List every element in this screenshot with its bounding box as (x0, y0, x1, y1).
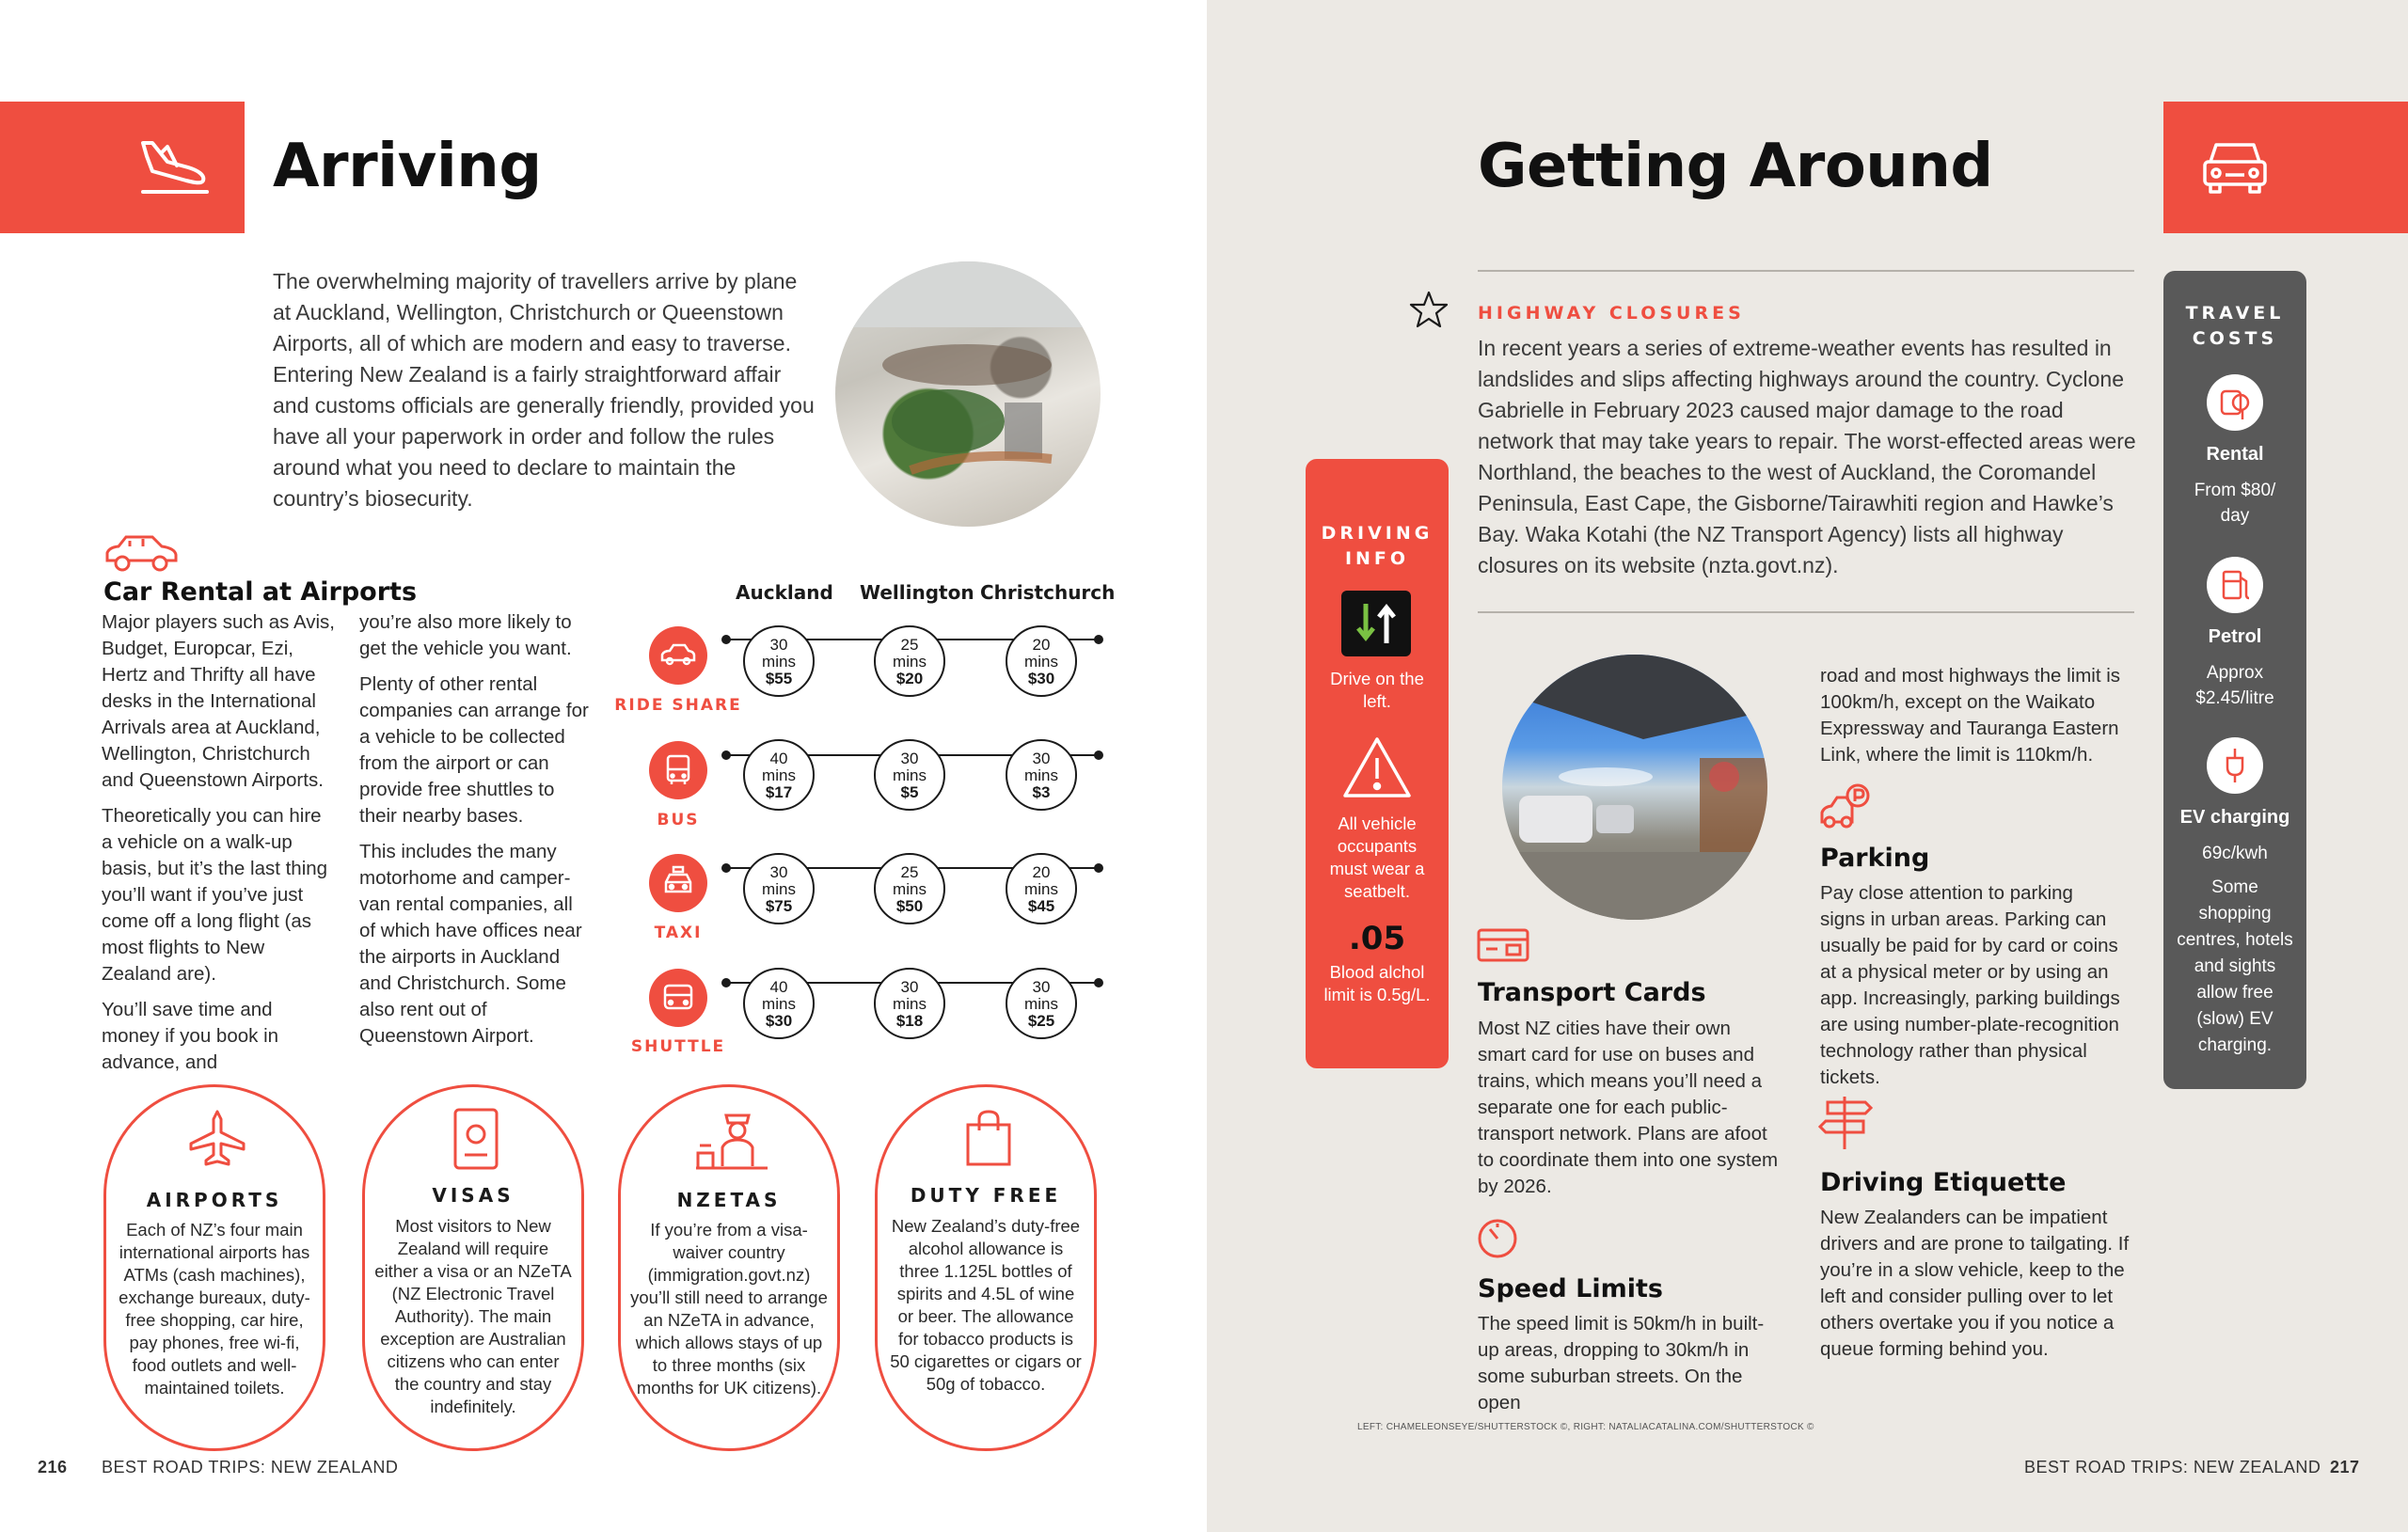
pill-text: New Zealand’s duty-free alcohol allowance is three 1.125L bottles of spirits and 4.5L of wine or beer. The allowance for tobacco products is 50 cigarettes or cigars or 50g of tobacco. (890, 1216, 1082, 1394)
parking-car-icon (1818, 782, 1871, 829)
travel-costs-box (2163, 271, 2306, 1089)
column-header-wellington: Wellington (860, 581, 974, 604)
highway-closures-text: In recent years a series of extreme-weather events has resulted in landslides and slips affecting highways around the country. Cyclone Gabrielle in February 2023 caused major damage to the road network that may take years to repair. The worst-effected areas were Northland, the beaches to the west of Auckland, the Coromandel Peninsula, East Cape, the Gisborne/Tairawhiti region and Hawke’s Bay. Waka Kotahi (the NZ Transport Agency) lists all highway closures on its website (nzta.govt.nz). (1478, 336, 2136, 577)
footer-right: BEST ROAD TRIPS: NEW ZEALAND (2024, 1458, 2321, 1477)
car-rental-p1: Major players such as Avis, Budget, Europcar, Ezi, Hertz and Thrifty all have desks in the International Arrivals area at Auckland, Wellington, Christchurch and Queenstown Airports. (102, 611, 336, 791)
cell-time: 20 (1032, 636, 1051, 654)
speed-limits-heading: Speed Limits (1478, 1274, 1663, 1303)
cell-time: 25 (900, 863, 919, 881)
info-pill-nzetas (618, 1084, 840, 1451)
car-key-icon (2207, 374, 2263, 431)
car-rental-heading: Car Rental at Airports (103, 577, 418, 607)
transport-card-icon (1477, 926, 1529, 964)
rental-label: Rental (2206, 444, 2264, 465)
page-number-left: 216 (38, 1458, 68, 1477)
parking-heading: Parking (1820, 844, 1930, 873)
driving-info-box (1306, 459, 1449, 1068)
cell-bus-wellington (874, 739, 945, 811)
car-rental-p5: Plenty of other rental companies can arrange for a vehicle to be collected from the airport or can provide free shuttles to their nearby bases. (359, 673, 589, 827)
cell-unit: mins (1024, 766, 1058, 784)
cell-unit: mins (762, 653, 796, 671)
cell-unit: mins (893, 880, 927, 898)
column-header-auckland: Auckland (736, 581, 833, 604)
cell-unit: mins (1024, 653, 1058, 671)
driving-etiquette-heading: Driving Etiquette (1820, 1168, 2067, 1197)
cell-unit: mins (893, 766, 927, 784)
signpost-icon (1818, 1093, 1875, 1151)
getting-around-banner (2163, 102, 2408, 233)
rental-value: From $80/ day (2194, 481, 2276, 526)
cell-price: $20 (895, 670, 924, 687)
cell-time: 30 (769, 863, 788, 881)
cell-shuttle-wellington (874, 968, 945, 1039)
info-pill-airports (103, 1084, 325, 1451)
photo-credits: LEFT: CHAMELEONSEYE/SHUTTERSTOCK ©, RIGHT: NATALIACATALINA.COM/SHUTTERSTOCK © (1357, 1422, 1814, 1432)
cell-shuttle-christchurch (1006, 968, 1077, 1039)
car-rental-col1 (102, 609, 335, 1085)
cell-unit: mins (893, 995, 927, 1013)
cell-rideshare-wellington (874, 625, 945, 697)
ev-charging-icon (2207, 737, 2263, 794)
car-rental-p4: you’re also more likely to get the vehicle you want. (359, 611, 572, 659)
cell-time: 25 (900, 636, 919, 654)
cell-price: $5 (900, 783, 919, 801)
transport-cards-text: Most NZ cities have their own smart card for use on buses and trains, which means you’ll need a separate one for each public-transport network. Plans are afoot to coordinate them into one system by 2026. (1478, 1018, 1779, 1197)
pill-text: Each of NZ’s four main international airports has ATMs (cash machines), exchange bureaux, duty-free shopping, car hire, pay phones, free wi-fi, food outlets and well-maintained toilets. (119, 1220, 310, 1398)
airplane-icon (187, 1108, 247, 1168)
pill-title: NZETAS (676, 1189, 782, 1211)
street-photo (1502, 655, 1767, 920)
warning-icon (1341, 735, 1413, 799)
pill-title: VISAS (432, 1184, 515, 1207)
plane-landing-icon (139, 139, 211, 196)
car-front-icon (2199, 137, 2271, 197)
cell-rideshare-auckland (743, 625, 815, 697)
cell-bus-auckland (743, 739, 815, 811)
star-icon (1409, 290, 1449, 329)
cell-price: $30 (765, 1012, 793, 1030)
passport-icon (450, 1106, 502, 1172)
cell-taxi-wellington (874, 853, 945, 924)
keep-left-icon (1341, 591, 1411, 656)
info-pill-duty-free (875, 1084, 1097, 1451)
cell-unit: mins (762, 880, 796, 898)
cell-unit: mins (1024, 880, 1058, 898)
cell-bus-christchurch (1006, 739, 1077, 811)
page-title-arriving: Arriving (273, 132, 542, 201)
blood-alcohol-stat: .05 (1348, 920, 1406, 957)
cell-price: $75 (765, 897, 793, 915)
cell-unit: mins (762, 995, 796, 1013)
cell-price: $18 (895, 1012, 924, 1030)
ev-charging-value: 69c/kwh (2202, 844, 2268, 863)
arriving-intro: The overwhelming majority of travellers arrive by plane at Auckland, Wellington, Christchurch or Queenstown Airports, all of which are modern and easy to traverse. Entering New Zealand is a fairly straightforward affair and customs officials are generally friendly, provided you have all your paperwork in order and follow the rules around what you need to declare to maintain the country’s biosecurity. (273, 269, 815, 511)
cell-time: 40 (769, 978, 788, 996)
cell-shuttle-auckland (743, 968, 815, 1039)
speed-limits-text: The speed limit is 50km/h in built-up areas, dropping to 30km/h in some suburban streets. On the open (1478, 1313, 1765, 1414)
cell-time: 30 (900, 750, 919, 767)
row-label-shuttle: SHUTTLE (630, 1037, 726, 1056)
cell-time: 30 (1032, 750, 1051, 767)
drive-left-text: Drive on the left. (1330, 669, 1424, 711)
shuttle-icon (649, 969, 707, 1027)
footer-left: BEST ROAD TRIPS: NEW ZEALAND (102, 1458, 399, 1477)
speed-limits-text-cont: road and most highways the limit is 100km/h, except on the Waikato Expressway and Tauranga Eastern Link, where the limit is 110km/h. (1820, 665, 2121, 766)
cell-price: $50 (895, 897, 924, 915)
row-label-bus: BUS (657, 811, 700, 829)
cell-rideshare-christchurch (1006, 625, 1077, 697)
driving-etiquette-text: New Zealanders can be impatient drivers and are prone to tailgating. If you’re in a slow vehicle, keep to the left and consider pulling over to let others overtake you if you notice a queue forming behind you. (1820, 1207, 2130, 1360)
cell-taxi-auckland (743, 853, 815, 924)
travel-costs-title: TRAVEL COSTS (2185, 303, 2285, 349)
customs-officer-icon (694, 1108, 769, 1172)
divider-top (1478, 270, 2134, 272)
ev-charging-label: EV charging (2179, 807, 2290, 828)
pill-title: AIRPORTS (146, 1189, 283, 1211)
bus-icon (649, 741, 707, 799)
cell-price: $25 (1027, 1012, 1055, 1030)
airport-photo (835, 261, 1101, 527)
ride-share-icon (649, 626, 707, 685)
cell-time: 20 (1032, 863, 1051, 881)
pill-title: DUTY FREE (910, 1184, 1062, 1207)
speedometer-icon (1477, 1218, 1518, 1259)
pill-text: If you’re from a visa-waiver country (immigration.govt.nz) you’ll still need to arrange an NZeTA in advance, which allows stays of up to three months (six months for UK citizens). (630, 1220, 828, 1398)
row-label-taxi: TAXI (654, 924, 703, 942)
seatbelt-text: All vehicle occupants must wear a seatbelt. (1329, 813, 1425, 901)
car-rental-p3: You’ll save time and money if you book in advance, and (102, 999, 279, 1073)
arriving-banner (0, 102, 245, 233)
car-rental-col2 (359, 609, 593, 1059)
cell-price: $3 (1032, 783, 1051, 801)
transport-cards-heading: Transport Cards (1478, 978, 1706, 1007)
cell-price: $30 (1027, 670, 1055, 687)
cell-time: 30 (769, 636, 788, 654)
fuel-pump-icon (2207, 557, 2263, 613)
parking-text: Pay close attention to parking signs in urban areas. Parking can usually be paid for by card or coins at a physical meter or by using an app. Increasingly, parking buildings are using number-plate-recognition technology rather than physical tickets. (1820, 882, 2120, 1088)
taxi-icon (649, 854, 707, 912)
cell-taxi-christchurch (1006, 853, 1077, 924)
cell-time: 30 (1032, 978, 1051, 996)
pill-text: Most visitors to New Zealand will require either a visa or an NZeTA (NZ Electronic Travel Authority). The main exception are Australian citizens who can enter the country and stay indefinitely. (374, 1216, 572, 1416)
petrol-value: Approx $2.45/litre (2195, 663, 2274, 708)
cell-unit: mins (762, 766, 796, 784)
cell-unit: mins (1024, 995, 1058, 1013)
cell-time: 40 (769, 750, 788, 767)
page-title-getting-around: Getting Around (1478, 132, 1993, 201)
highway-closures-heading: HIGHWAY CLOSURES (1478, 303, 1745, 324)
cell-time: 30 (900, 978, 919, 996)
car-rental-p2: Theoretically you can hire a vehicle on a walk-up basis, but it’s the last thing you’ll want if you’ve just come off a long flight (as most flights to New Zealand are). (102, 805, 328, 985)
driving-info-title: DRIVING INFO (1321, 523, 1434, 569)
page-number-right: 217 (2330, 1458, 2360, 1477)
row-label-ride-share: RIDE SHARE (614, 696, 742, 715)
car-icon (102, 532, 181, 574)
ev-charging-note: Some shopping centres, hotels and sights allow free (slow) EV charging. (2177, 877, 2293, 1055)
info-pill-visas (362, 1084, 584, 1451)
blood-alcohol-text: Blood alchol limit is 0.5g/L. (1323, 962, 1431, 1004)
divider-mid (1478, 611, 2134, 613)
shopping-bag-icon (962, 1108, 1015, 1168)
cell-price: $55 (765, 670, 793, 687)
cell-price: $17 (765, 783, 793, 801)
cell-price: $45 (1027, 897, 1055, 915)
car-rental-p6: This includes the many motorhome and camper-van rental companies, all of which have offices near the airports in Auckland and Christchurch. Some also rent out of Queenstown Airport. (359, 841, 582, 1047)
cell-unit: mins (893, 653, 927, 671)
column-header-christchurch: Christchurch (980, 581, 1116, 604)
petrol-label: Petrol (2208, 626, 2262, 647)
